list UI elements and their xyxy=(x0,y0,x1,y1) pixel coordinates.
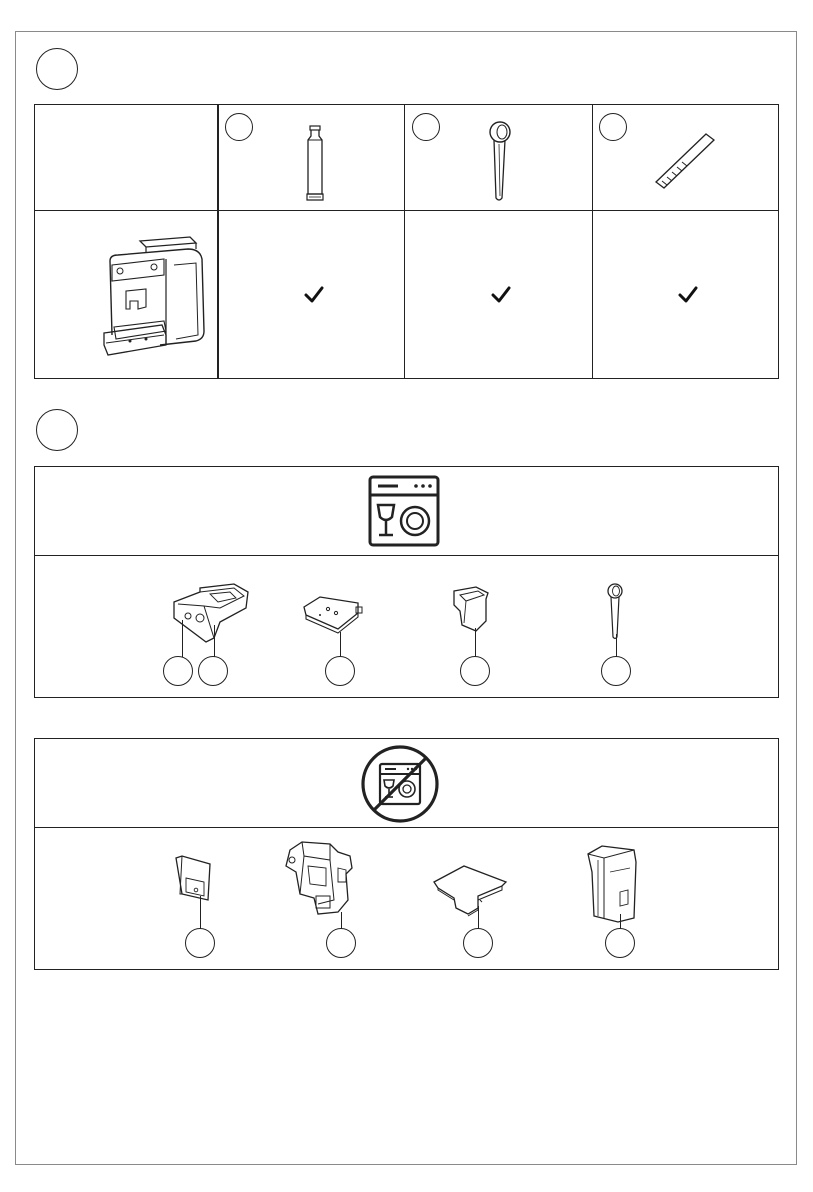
callout-leader xyxy=(182,620,183,658)
not-dishwasher-safe-divider xyxy=(34,827,779,828)
table-divider-2 xyxy=(404,104,405,379)
callout-drip-tray-cover xyxy=(325,656,355,686)
callout-leader xyxy=(214,625,215,658)
callout-pre-ground-coffee-funnel xyxy=(185,928,215,958)
callout-drip-tray-b xyxy=(198,656,228,686)
drip-tray-icon xyxy=(164,582,252,644)
water-tank-icon xyxy=(584,842,640,924)
callout-bean-hopper-lid xyxy=(463,928,493,958)
callout-measuring-scoop xyxy=(601,656,631,686)
dishwasher-safe-icon xyxy=(368,475,440,547)
callout-leader xyxy=(475,628,476,658)
callout-brew-group xyxy=(326,928,356,958)
pre-ground-coffee-funnel-icon xyxy=(174,854,214,906)
table-divider-1 xyxy=(217,104,219,379)
tube-icon xyxy=(300,124,330,204)
step-1-marker xyxy=(36,48,78,90)
espresso-machine-icon xyxy=(100,235,210,365)
bean-hopper-lid-icon xyxy=(430,860,510,920)
step-2-marker xyxy=(36,409,78,451)
brew-group-icon xyxy=(280,838,362,918)
dishwasher-safe-divider xyxy=(34,555,779,556)
callout-leader xyxy=(616,634,617,658)
water-hardness-test-strip-icon xyxy=(650,130,720,194)
callout-water-tank xyxy=(605,928,635,958)
included-checkmark-icon xyxy=(489,283,513,307)
drip-tray-cover-icon xyxy=(300,593,364,637)
included-checkmark-icon xyxy=(676,283,700,307)
callout-drip-tray-a xyxy=(163,656,193,686)
table-divider-horizontal xyxy=(34,210,779,211)
item-c-marker xyxy=(599,113,627,141)
not-dishwasher-safe-icon xyxy=(360,744,440,824)
item-a-marker xyxy=(225,113,253,141)
measuring-scoop-icon xyxy=(482,120,522,204)
measuring-scoop-icon xyxy=(604,583,628,641)
callout-leader xyxy=(200,896,201,930)
callout-leader xyxy=(478,906,479,930)
table-divider-3 xyxy=(592,104,593,379)
coffee-grounds-container-icon xyxy=(450,585,494,633)
callout-leader xyxy=(340,632,341,658)
callout-coffee-grounds-container xyxy=(460,656,490,686)
item-b-marker xyxy=(412,113,440,141)
included-checkmark-icon xyxy=(302,283,326,307)
